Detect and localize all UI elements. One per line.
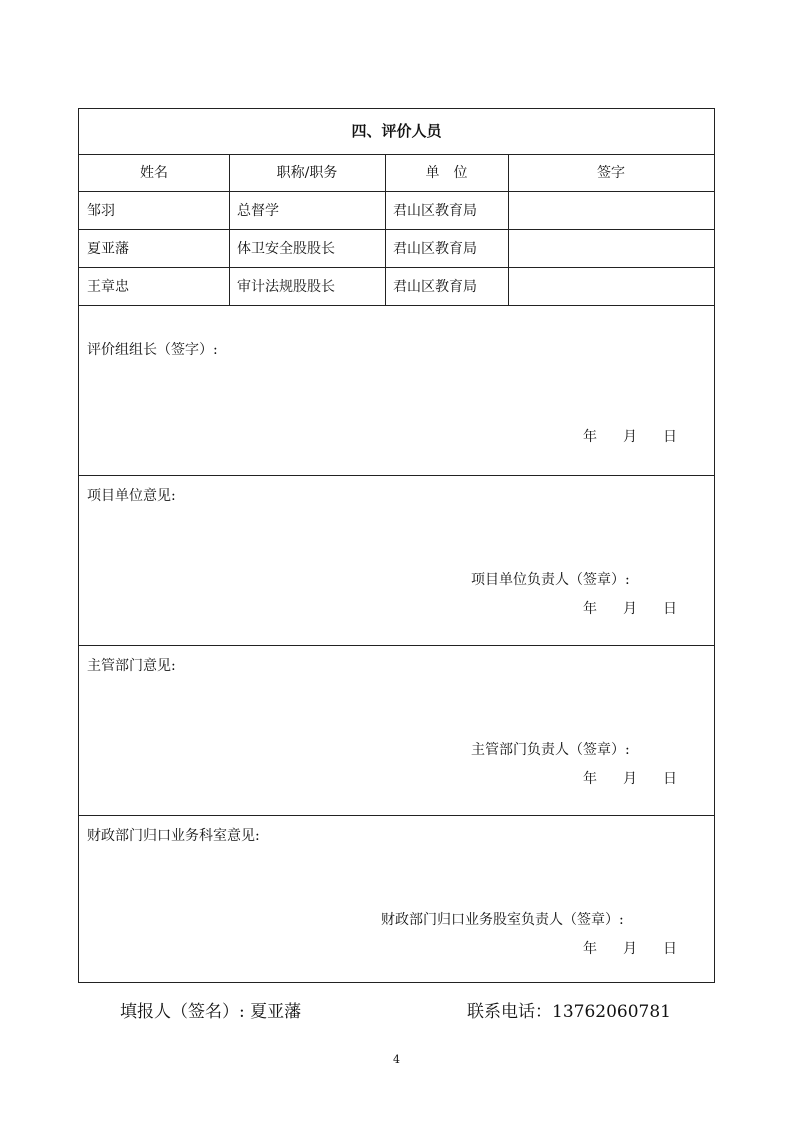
finance-dept-opinion-label: 财政部门归口业务科室意见: bbox=[87, 828, 260, 844]
table-cell-title: 审计法规股股长 bbox=[237, 279, 335, 295]
header-signature: 签字 bbox=[597, 165, 625, 181]
section-divider bbox=[79, 645, 714, 646]
section-divider bbox=[79, 475, 714, 476]
contact-phone: 联系电话：13762060781 bbox=[467, 1002, 671, 1022]
row-divider bbox=[79, 267, 714, 268]
competent-dept-opinion-label: 主管部门意见: bbox=[87, 658, 176, 674]
row-divider bbox=[79, 305, 714, 306]
date-year: 年 bbox=[583, 941, 597, 957]
header-name: 姓名 bbox=[140, 165, 168, 181]
date-day: 日 bbox=[663, 601, 677, 617]
table-cell-name: 王章忠 bbox=[87, 279, 129, 295]
date-month: 月 bbox=[623, 771, 637, 787]
table-cell-name: 邹羽 bbox=[87, 203, 115, 219]
leader-signature-label: 评价组组长（签字）: bbox=[87, 342, 218, 358]
row-divider bbox=[79, 191, 714, 192]
header-unit: 单 位 bbox=[425, 165, 468, 181]
evaluation-form bbox=[78, 108, 715, 983]
date-day: 日 bbox=[663, 429, 677, 445]
project-unit-opinion-label: 项目单位意见: bbox=[87, 488, 176, 504]
date-year: 年 bbox=[583, 601, 597, 617]
page-number: 4 bbox=[393, 1053, 400, 1066]
row-divider bbox=[79, 154, 714, 155]
competent-dept-signer-label: 主管部门负责人（签章）: bbox=[471, 742, 630, 758]
table-cell-name: 夏亚藩 bbox=[87, 241, 129, 257]
date-day: 日 bbox=[663, 941, 677, 957]
table-cell-unit: 君山区教育局 bbox=[393, 279, 477, 295]
table-cell-unit: 君山区教育局 bbox=[393, 203, 477, 219]
section-title: 四、评价人员 bbox=[351, 122, 442, 140]
date-year: 年 bbox=[583, 771, 597, 787]
date-month: 月 bbox=[623, 429, 637, 445]
date-month: 月 bbox=[623, 941, 637, 957]
row-divider bbox=[79, 229, 714, 230]
filler-signature: 填报人（签名）: 夏亚藩 bbox=[120, 1002, 302, 1022]
table-cell-unit: 君山区教育局 bbox=[393, 241, 477, 257]
date-day: 日 bbox=[663, 771, 677, 787]
section-divider bbox=[79, 815, 714, 816]
finance-dept-signer-label: 财政部门归口业务股室负责人（签章）: bbox=[381, 912, 624, 928]
date-month: 月 bbox=[623, 601, 637, 617]
date-year: 年 bbox=[583, 429, 597, 445]
table-cell-title: 体卫安全股股长 bbox=[237, 241, 335, 257]
table-cell-title: 总督学 bbox=[237, 203, 279, 219]
header-title: 职称/职务 bbox=[276, 165, 338, 181]
project-unit-signer-label: 项目单位负责人（签章）: bbox=[471, 572, 630, 588]
